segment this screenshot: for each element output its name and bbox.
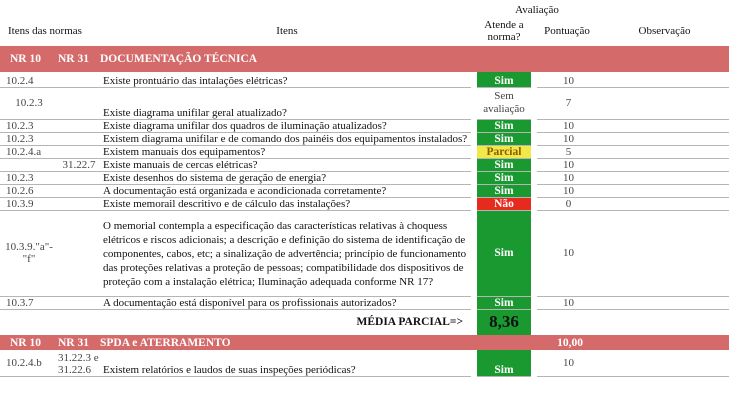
section2-nr10: NR 10 — [0, 335, 58, 350]
row-nr10: 10.2.3 — [0, 87, 58, 119]
row-nr10: 10.3.9 — [0, 197, 58, 210]
col-header-normas: Itens das normas — [8, 25, 82, 37]
status-badge: Sim — [474, 132, 534, 145]
row-nr31 — [58, 350, 100, 376]
row-nr31 — [58, 72, 100, 87]
media-parcial-row — [0, 309, 729, 335]
section2-title: SPDA e ATERRAMENTO — [100, 335, 474, 350]
row-item: Existe diagrama unifilar dos quadros de iluminação atualizados? — [100, 119, 474, 132]
row-nr31 — [58, 210, 100, 296]
table-row — [0, 350, 729, 376]
row-nr31-line2: 31.22.6 — [58, 363, 91, 376]
row-nr31 — [58, 119, 100, 132]
table-row — [0, 210, 729, 296]
row-item: O memorial contempla a especificação das características relativas à choquess elétricos e riscos adicionais; a descrição e definição do sistema de identificação de componentes, cabos, etc; a sinalização de advertência; princípio de funcionamento das proteções relativas a proteção de pessoas; compatibilidade dos dispositivos de proteção com a instalação elétrica; Iluminação adequada conforme NR 17? — [100, 210, 474, 296]
row-item: Existem manuais dos equipamentos? — [100, 145, 474, 158]
col-header-pontuacao: Pontuação — [544, 25, 590, 37]
status-badge: Parcial — [474, 145, 534, 158]
row-nr31-line1: 31.22.3 e — [58, 351, 99, 364]
table-row — [0, 158, 729, 171]
status-badge: Sim — [474, 350, 534, 376]
section-header-spda — [0, 335, 729, 350]
row-points: 10 — [534, 350, 600, 376]
media-parcial-label: MÉDIA PARCIAL=> — [356, 316, 463, 329]
col-header-itens: Itens — [276, 25, 298, 37]
row-observacao — [600, 119, 729, 132]
row-item: Existe prontuário das intalações elétricas? — [100, 72, 474, 87]
table-row — [0, 87, 729, 119]
table-row — [0, 132, 729, 145]
row-item: Existem relatórios e laudos de suas inspeções periódicas? — [100, 350, 474, 376]
section-nr10: NR 10 — [0, 46, 58, 72]
row-observacao — [600, 72, 729, 87]
row-observacao — [600, 158, 729, 171]
row-points: 10 — [534, 72, 600, 87]
row-points: 10 — [534, 171, 600, 184]
row-nr10: 10.2.4.a — [0, 145, 58, 158]
row-observacao — [600, 210, 729, 296]
row-points: 10 — [534, 296, 600, 309]
row-item: Existe diagrama unifilar geral atualizado? — [100, 87, 474, 119]
status-badge: Sim — [474, 296, 534, 309]
row-observacao — [600, 132, 729, 145]
row-nr10 — [0, 158, 58, 171]
row-item: Existe manuais de cercas elétricas? — [100, 158, 474, 171]
row-nr31: 31.22.7 — [58, 158, 100, 171]
row-nr31 — [58, 145, 100, 158]
row-nr31 — [58, 296, 100, 309]
row-nr31 — [58, 184, 100, 197]
row-nr31 — [58, 87, 100, 119]
status-badge: Sem avaliação — [474, 87, 534, 119]
row-nr10: 10.2.4 — [0, 72, 58, 87]
row-item: A documentação está disponível para os profissionais autorizados? — [100, 296, 474, 309]
table-row — [0, 184, 729, 197]
section-title: DOCUMENTAÇÃO TÉCNICA — [100, 46, 474, 72]
row-observacao — [600, 184, 729, 197]
row-observacao — [600, 145, 729, 158]
row-points: 10 — [534, 119, 600, 132]
row-item: Existe memorail descritivo e de cálculo das instalações? — [100, 197, 474, 210]
status-badge: Não — [474, 197, 534, 210]
status-badge: Sim — [474, 119, 534, 132]
row-observacao — [600, 197, 729, 210]
status-badge: Sim — [474, 171, 534, 184]
status-badge: Sim — [474, 72, 534, 87]
status-badge: Sim — [474, 210, 534, 296]
section-header-documentacao — [0, 46, 729, 72]
row-points: 5 — [534, 145, 600, 158]
row-nr10: 10.2.6 — [0, 184, 58, 197]
row-points: 10 — [534, 184, 600, 197]
row-points: 10 — [534, 158, 600, 171]
row-nr10: 10.2.3 — [0, 119, 58, 132]
table-row — [0, 197, 729, 210]
table-row — [0, 72, 729, 87]
row-nr10: 10.2.4.b — [0, 350, 58, 376]
status-badge: Sim — [474, 184, 534, 197]
row-observacao — [600, 296, 729, 309]
row-points: 0 — [534, 197, 600, 210]
col-header-atende: Atende a norma? — [484, 19, 524, 43]
row-nr10: 10.3.7 — [0, 296, 58, 309]
row-nr31 — [58, 197, 100, 210]
row-item: Existem diagrama unifilar e de comando dos painéis dos equipamentos instalados? — [100, 132, 474, 145]
status-badge: Sim — [474, 158, 534, 171]
row-nr10: 10.3.9."a"-"f" — [0, 210, 58, 296]
row-points: 10 — [534, 210, 600, 296]
row-item: Existe desenhos do sistema de geração de energia? — [100, 171, 474, 184]
row-nr31 — [58, 171, 100, 184]
row-observacao — [600, 171, 729, 184]
row-points: 7 — [534, 87, 600, 119]
table-row — [0, 119, 729, 132]
row-nr31 — [58, 132, 100, 145]
row-nr10: 10.2.3 — [0, 132, 58, 145]
section-nr31: NR 31 — [58, 46, 100, 72]
row-nr10: 10.2.3 — [0, 171, 58, 184]
avaliacao-header: Avaliação — [515, 4, 559, 16]
table-row — [0, 145, 729, 158]
media-parcial-value: 8,36 — [474, 309, 534, 335]
row-points: 10 — [534, 132, 600, 145]
section2-nr31: NR 31 — [58, 335, 100, 350]
table-row — [0, 296, 729, 309]
row-observacao — [600, 87, 729, 119]
row-item: A documentação está organizada e acondicionada corretamente? — [100, 184, 474, 197]
table-row — [0, 171, 729, 184]
col-header-observacao: Observação — [638, 25, 691, 37]
section2-score: 10,00 — [534, 335, 600, 350]
